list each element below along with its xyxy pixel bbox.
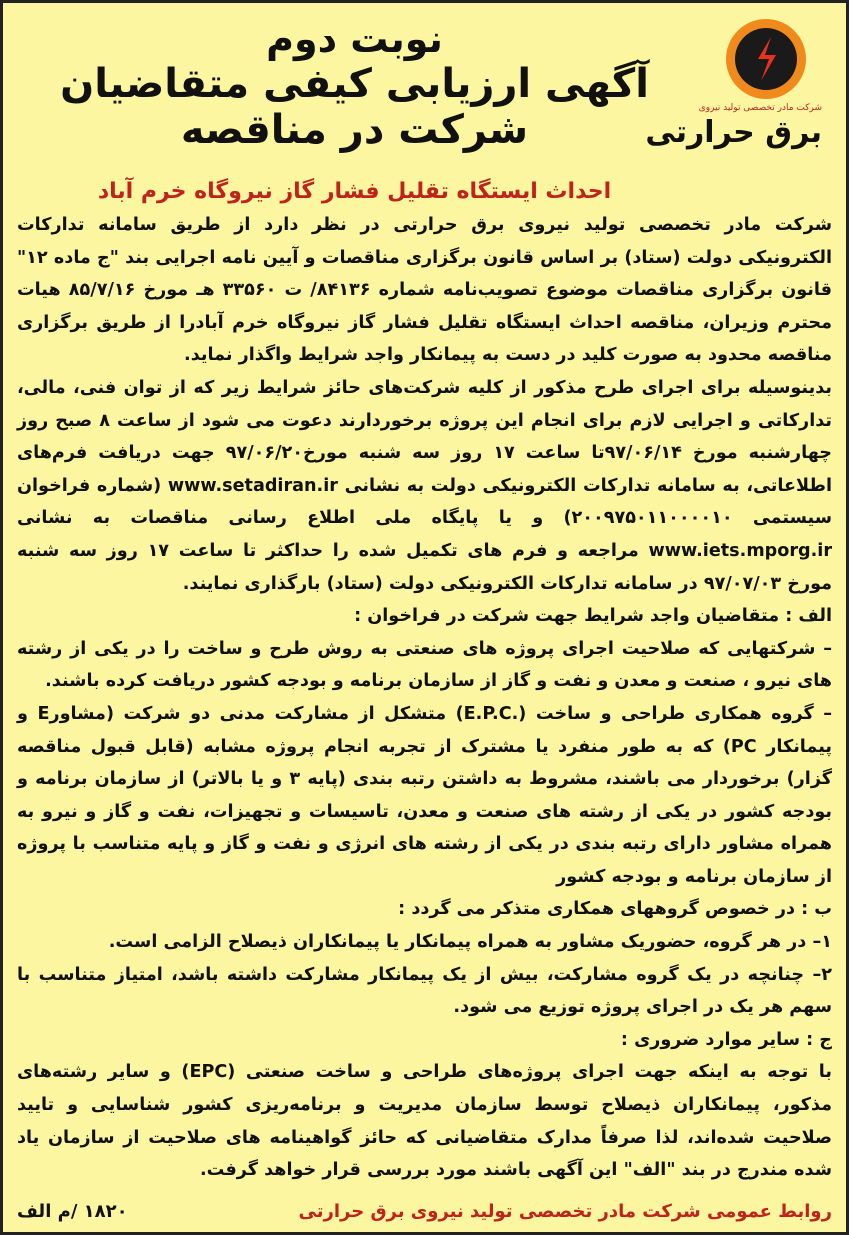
company-logo: [645, 17, 822, 150]
section-c-text: با توجه به اینکه جهت اجرای پروژه‌های طراحی و ساخت صنعتی (EPC) و سایر رشته‌های مذکور، پیمانکاران ذیصلاح توسط سازمان مدیریت و برنامه‌ریزی کشور شناسایی و تایید صلاحیت شده‌اند، لذا صرفاً مدارک متقاضیانی که حائز گواهینامه های صلاحیت از سازمان یاد شده مندرج در بند "الف" این آگهی باشند مورد بررسی قرار خواهد گرفت.: [17, 1062, 832, 1181]
header: [17, 9, 832, 209]
notice-body: [17, 209, 832, 1187]
section-c-title: ج : سایر موارد ضروری :: [620, 1029, 832, 1050]
section-b-item-2: ۲– چنانچه در یک گروه مشارکت، بیش از یک پیمانکار مشارکت داشته باشد، امتیاز متناسب با سهم هر یک در اجرای پروژه توزیع می شود.: [17, 964, 832, 1018]
logo-brand-name: برق حرارتی: [645, 115, 822, 150]
power-plant-logo-icon: [724, 17, 808, 101]
section-a-title: الف : متقاضیان واجد شرایط جهت شرکت در فراخوان :: [354, 606, 832, 627]
publication-round: نوبت دوم: [266, 17, 443, 61]
project-subtitle: احداث ایستگاه تقلیل فشار گاز نیروگاه خرم آباد: [97, 178, 612, 204]
section-b-item-1: ۱– در هر گروه، حضوریک مشاور به همراه پیمانکار یا پیمانکاران ذیصلاح الزامی است.: [108, 932, 832, 953]
ad-code: ۱۸۲۰ /م الف: [17, 1201, 128, 1222]
invitation-paragraph: بدینوسیله برای اجرای طرح مذکور از کلیه شرکت‌های حائز شرایط زیر که از توان فنی، مالی، تدارکاتی و اجرایی لازم برای انجام این پروژه برخوردارند دعوت می شود از ساعت ۸ صبح روز چهارشنبه مورخ ۹۷/۰۶/۱۴تا ساعت ۱۷ روز سه شنبه مورخ۹۷/۰۶/۲۰ جهت دریافت فرم‌های اطلاعاتی، به سامانه تدارکات الکترونیکی دولت به نشانی www.setadiran.ir (شماره فراخوان سیستمی ۲۰۰۹۷۵۰۱۱۰۰۰۰۱۰) و یا پایگاه ملی اطلاع رسانی مناقصات به نشانی www.iets.mporg.ir مراجعه و فرم های تکمیل شده را حداکثر تا ساعت ۱۷ روز سه شنبه مورخ ۹۷/۰۷/۰۳ در سامانه تدارکات الکترونیکی دولت (ستاد) بارگذاری نمایند.: [17, 377, 833, 594]
intro-paragraph: شرکت مادر تخصصی تولید نیروی برق حرارتی در نظر دارد از طریق سامانه تدارکات الکترونیکی دولت (ستاد) بر اساس قانون برگزاری مناقصات و آیین نامه اجرایی بند "ج ماده ۱۲" قانون برگزاری مناقصات موضوع تصویب‌نامه شماره ۸۴۱۳۶/ ت ۳۳۵۶۰ هـ مورخ ۸۵/۷/۱۶ هیات محترم وزیران، مناقصه احداث ایستگاه تقلیل فشار گاز نیروگاه خرم آبادرا از طریق برگزاری مناقصه محدود به صورت کلید در دست به پیمانکار واجد شرایط واگذار نماید.: [17, 215, 832, 366]
page-title: آگهی ارزیابی کیفی متقاضیان شرکت در مناقصه: [60, 60, 649, 153]
section-b-title: ب : در خصوص گروههای همکاری متذکر می گردد :: [398, 899, 832, 920]
section-a-item-2: – گروه همکاری طراحی و ساخت (.E.P.C) متشکل از مشارکت مدنی دو شرکت (مشاورE و پیمانکار PC) که به طور منفرد یا مشترک از تجربه انجام پروژه مشابه (قابل قبول مناقصه گزار) برخوردار می باشند، مشروط به داشتن رتبه بندی (پایه ۳ و یا بالاتر) از سازمان برنامه و بودجه کشور در یکی از رشته های صنعت و معدن، تاسیسات و تجهیزات، نفت و گاز و نیرو به همراه مشاور دارای رتبه بندی در یکی از رشته های انرژی و نفت و گاز و پایه متناسب با پروژه از سازمان برنامه و بودجه کشور: [17, 703, 833, 887]
logo-subtitle: شرکت مادر تخصصی تولید نیروی: [698, 103, 822, 113]
footer: [17, 1201, 832, 1222]
section-a-item-1: – شرکتهایی که صلاحیت اجرای پروژه های صنعتی به روش طرح و ساخت را در یکی از رشته های نیرو ، صنعت و معدن و نفت و گاز از سازمان برنامه و بودجه کشور دریافت کرده باشند.: [17, 638, 832, 692]
public-relations-signature: روابط عمومی شرکت مادر تخصصی تولید نیروی برق حرارتی: [298, 1201, 832, 1222]
title-block: [17, 9, 692, 204]
